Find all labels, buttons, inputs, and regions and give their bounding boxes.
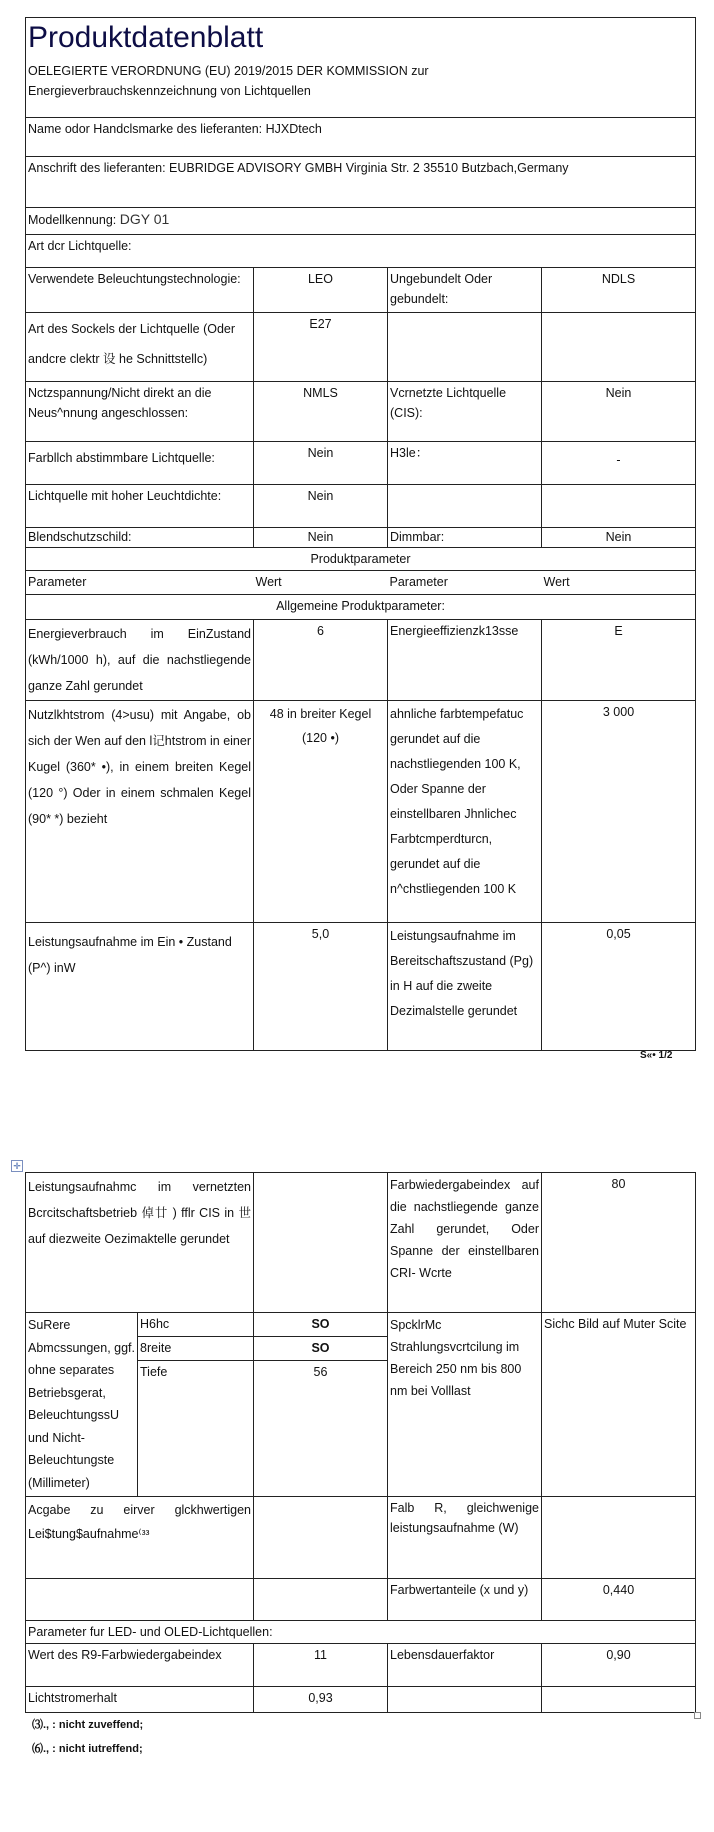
model-label: Modellkennung: <box>28 213 117 227</box>
parameter-value: Nein <box>542 382 696 442</box>
parameter-label: Art des Sockels der Lichtquelle (Oder andcre clektr 设 he Schnittstellc) <box>26 313 254 382</box>
product-datasheet-table-page-2 <box>25 1172 696 1713</box>
table-row <box>26 1579 696 1621</box>
parameter-label: ahnliche farbtempefatuc gerundet auf die nachstliegenden 100 K, Oder Spanne der einstellbaren Jhnlichec Farbtcmperdturcn, gerundet auf die n^chstliegenden 100 K <box>388 701 542 923</box>
parameter-label: Verwendete Beleuchtungstechnologie: <box>26 268 254 313</box>
parameter-value: 0,440 <box>542 1579 696 1621</box>
parameter-value: 0,93 <box>254 1687 388 1713</box>
height-label: H6hc <box>138 1313 254 1337</box>
column-header: Parameter <box>26 571 254 595</box>
column-header: Wert <box>254 571 388 595</box>
parameter-label: Leistungsaufnahme im Bereitschaftszustand (Pg) in H auf die zweite Dezimalstelle gerundet <box>388 923 542 1051</box>
supplier-name: Name odor Handclsmarke des lieferanten: HJXDtech <box>26 118 696 157</box>
parameter-label: Leistungsaufnahmc im vernetzten Bcrcitschaftsbetrieb 倬廿 ) fflr CIS in 世 auf diezweite Oezimaktelle gerundet <box>26 1173 254 1313</box>
product-datasheet-table-page-1 <box>25 17 696 1051</box>
parameter-value: 3 000 <box>542 701 696 923</box>
dimensions-row <box>26 1313 696 1337</box>
parameter-label <box>388 1687 542 1713</box>
parameter-value: 6 <box>254 620 388 701</box>
general-parameters-heading: Allgemeine Produktparameter: <box>26 595 696 620</box>
parameter-value: Sichc Bild auf Muter Scite <box>542 1313 696 1497</box>
page-title: Produktdatenblatt <box>28 21 264 54</box>
parameter-value: E27 <box>254 313 388 382</box>
table-row <box>26 528 696 548</box>
depth-value: 56 <box>254 1361 388 1497</box>
parameter-value <box>254 1579 388 1621</box>
table-row <box>26 442 696 485</box>
table-row <box>26 1497 696 1579</box>
parameter-label: Energieverbrauch im EinZustand (kWh/1000 h), auf die nachstliegende ganze Zahl gerundet <box>26 620 254 701</box>
parameter-label: Vcrnetzte Lichtquelle (CIS): <box>388 382 542 442</box>
parameter-value <box>542 1687 696 1713</box>
column-header: Wert <box>542 571 696 595</box>
column-header: Parameter <box>388 571 542 595</box>
parameter-value: LEO <box>254 268 388 313</box>
dimensions-label: SuRere Abmcssungen, ggf. ohne separates Betriebsgerat, BeleuchtungssU und Nicht-Beleuchtungste (Millimeter) <box>26 1313 138 1497</box>
parameter-label: Farbwertanteile (x und y) <box>388 1579 542 1621</box>
parameter-value: 48 in breiter Kegel (120 •) <box>254 701 388 923</box>
parameter-value: Nein <box>254 442 388 485</box>
parameter-label: Lebensdauerfaktor <box>388 1644 542 1687</box>
supplier-address: Anschrift des lieferanten: EUBRIDGE ADVISORY GMBH Virginia Str. 2 35510 Butzbach,Germany <box>26 157 696 208</box>
table-row <box>26 1173 696 1313</box>
parameter-label: Leistungsaufnahme im Ein • Zustand (P^) inW <box>26 923 254 1051</box>
width-label: 8reite <box>138 1337 254 1361</box>
parameter-value <box>254 1173 388 1313</box>
parameter-value <box>542 1497 696 1579</box>
parameter-label: Ungebundelt Oder gebundelt: <box>388 268 542 313</box>
parameter-label: Dimmbar: <box>388 528 542 548</box>
table-resize-handle[interactable] <box>694 1712 701 1719</box>
footnote: ⑹., : nicht iutreffend; <box>32 1743 143 1755</box>
parameter-label: Falb R, gleichwenige leistungsaufnahme (W) <box>388 1497 542 1579</box>
parameter-label <box>388 485 542 528</box>
parameter-value: Nein <box>254 528 388 548</box>
parameter-value: E <box>542 620 696 701</box>
parameter-value: NMLS <box>254 382 388 442</box>
light-source-type: Art dcr Lichtquelle: <box>26 235 696 268</box>
parameter-value: Nein <box>542 528 696 548</box>
depth-label: Tiefe <box>138 1361 254 1497</box>
regulation-line-1: OELEGIERTE VERORDNUNG (EU) 2019/2015 DER KOMMISSION zur <box>28 64 429 78</box>
footnote: ⑶., : nicht zuveffend; <box>32 1719 144 1731</box>
parameter-value: 0,05 <box>542 923 696 1051</box>
width-value: SO <box>254 1337 388 1361</box>
parameter-label: SpcklrMc Strahlungsvcrtcilung im Bereich 250 nm bis 800 nm bei Volllast <box>388 1313 542 1497</box>
parameter-value <box>254 1497 388 1579</box>
parameter-label <box>26 1579 254 1621</box>
parameter-label: Acgabe zu eirver glckhwertigen Lei$tung$aufnahme⁽ᵌᵌ <box>26 1497 254 1579</box>
parameter-label: Lichtstromerhalt <box>26 1687 254 1713</box>
header-cell <box>26 18 696 118</box>
table-row <box>26 382 696 442</box>
parameter-value: - <box>542 442 696 485</box>
parameter-label: Blendschutzschild: <box>26 528 254 548</box>
table-row <box>26 1644 696 1687</box>
parameter-value: 80 <box>542 1173 696 1313</box>
table-row <box>26 1687 696 1713</box>
parameter-label <box>388 313 542 382</box>
parameter-label: Lichtquelle mit hoher Leuchtdichte: <box>26 485 254 528</box>
parameter-label: Farbllch abstimmbare Lichtquelle: <box>26 442 254 485</box>
parameter-label: Farbwiedergabeindex auf die nachstliegende ganze Zahl gerundet, Oder Spanne der einstellbaren CRI- Wcrte <box>388 1173 542 1313</box>
product-parameters-heading: Produktparameter <box>26 548 696 571</box>
parameter-value: 0,90 <box>542 1644 696 1687</box>
parameter-value: 11 <box>254 1644 388 1687</box>
parameter-value <box>542 313 696 382</box>
parameter-label: H3le： <box>388 442 542 485</box>
table-row <box>26 701 696 923</box>
table-row <box>26 620 696 701</box>
parameter-label: Wert des R9-Farbwiedergabeindex <box>26 1644 254 1687</box>
parameter-label: Nutzlkhtstrom (4>usu) mit Angabe, ob sich der Wen auf den l记htstrom in einer Kugel (360* •), in einem breiten Kegel (120 °) Oder in einem schmalen Kegel (90* *) bezieht <box>26 701 254 923</box>
model-value: DGY 01 <box>119 211 170 227</box>
parameter-value <box>542 485 696 528</box>
table-move-handle-icon[interactable]: ✛ <box>11 1160 23 1172</box>
parameter-value: 5,0 <box>254 923 388 1051</box>
page-number: S«• 1/2 <box>640 1050 673 1061</box>
height-value: SO <box>254 1313 388 1337</box>
led-parameters-heading: Parameter fur LED- und OLED-Lichtquellen: <box>26 1621 696 1644</box>
parameter-value: NDLS <box>542 268 696 313</box>
parameter-label: Energieeffizienzk13sse <box>388 620 542 701</box>
model-identifier <box>26 208 696 235</box>
table-row <box>26 923 696 1051</box>
table-row <box>26 268 696 313</box>
table-row <box>26 313 696 382</box>
regulation-line-2: Energieverbrauchskennzeichnung von Lichtquellen <box>28 84 311 98</box>
parameter-value: Nein <box>254 485 388 528</box>
parameter-label: Nctzspannung/Nicht direkt an die Neus^nnung angeschlossen: <box>26 382 254 442</box>
column-headers <box>26 571 696 595</box>
table-row <box>26 485 696 528</box>
